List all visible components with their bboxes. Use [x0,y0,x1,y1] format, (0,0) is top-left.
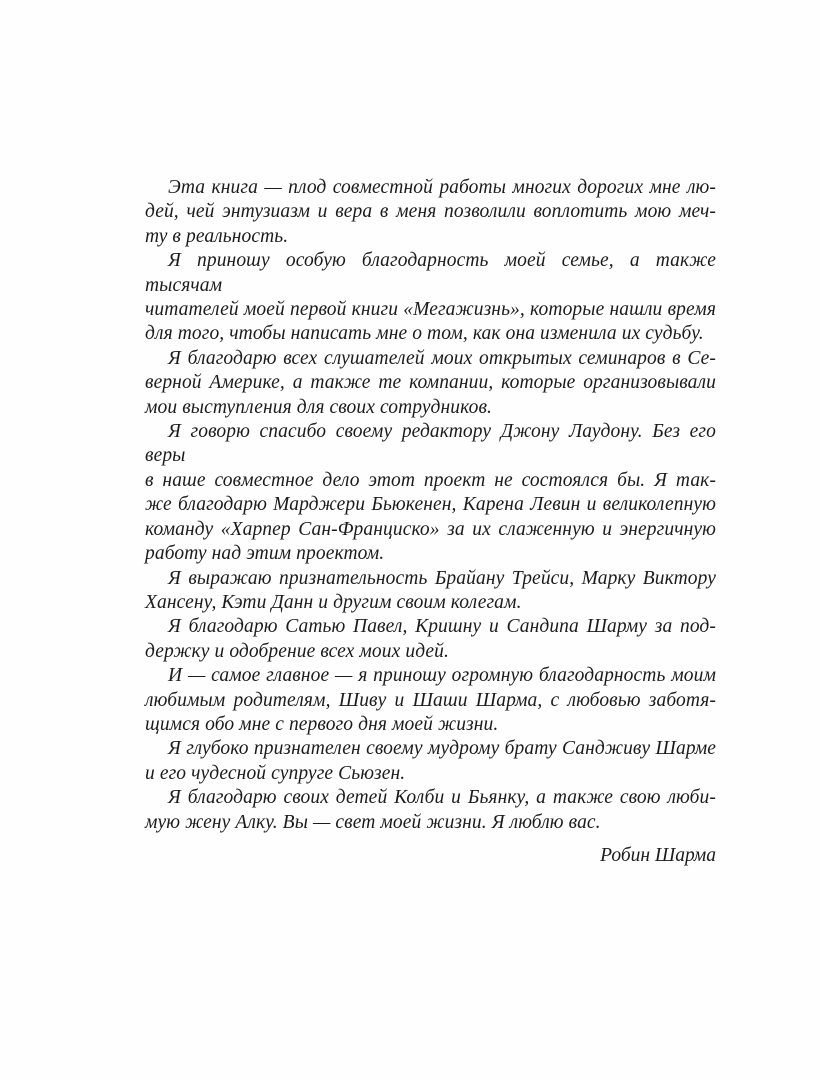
text-line: любимым родителям, Шиву и Шаши Шарма, с любовью заботя- [145,689,716,711]
text-line: Я благодарю Сатью Павел, Кришну и Сандипа Шарму за под- [168,616,716,638]
text-line: и его чудесной супруге Сьюзен. [145,762,406,784]
text-line: мои выступления для своих сотрудников. [145,396,493,418]
text-line: дей, чей энтузиазм и вера в меня позволили воплотить мою меч- [145,201,716,223]
text-line: Я выражаю признательность Брайану Трейси, Марку Виктору [168,567,716,589]
text-line: же благодарю Марджери Бьюкенен, Карена Левин и великолепную [145,494,716,516]
text-line: Я глубоко признателен своему мудрому брату Сандживу Шарме [168,738,716,760]
paragraph [145,737,716,786]
text-line: работу над этим проектом. [145,543,385,565]
text-line: И — самое главное — я приношу огромную благодарность моим [168,665,716,687]
text-line: ту в реальность. [145,225,289,247]
paragraph [145,615,716,664]
text-line: для того, чтобы написать мне о том, как она изменила их судьбу. [145,323,704,345]
paragraph [145,347,716,420]
text-line: Эта книга — плод совместной работы многих дорогих мне лю- [168,177,716,198]
text-line: в наше совместное дело этот проект не состоялся бы. Я так- [145,469,716,491]
text-line: держку и одобрение всех моих идей. [145,640,449,662]
paragraph [145,664,716,737]
author-signature: Робин Шарма [600,844,716,866]
acknowledgments-text [145,176,716,868]
paragraph [145,567,716,616]
text-line: Я благодарю всех слушателей моих открытых семинаров в Се- [168,347,716,369]
text-line: мую жену Алку. Вы — свет моей жизни. Я люблю вас. [145,811,601,833]
text-line: щимся обо мне с первого дня моей жизни. [145,713,499,735]
text-line: команду «Харпер Сан-Франциско» за их слаженную и энергичную [145,518,716,540]
text-line: Я благодарю своих детей Колби и Бьянку, а также свою люби- [168,787,716,809]
paragraph [145,249,716,347]
text-line: Хансену, Кэти Данн и другим своим колегам. [145,591,522,613]
text-line: Я говорю спасибо своему редактору Джону Лаудону. Без его веры [145,421,716,467]
paragraph [145,786,716,835]
paragraph [145,420,716,566]
text-line: Я приношу особую благодарность моей семье, а также тысячам [145,250,716,296]
text-line: читателей моей первой книги «Мегажизнь», которые нашли время [145,299,716,321]
paragraph [145,176,716,249]
text-line: верной Америке, а также те компании, которые организовывали [145,372,716,394]
